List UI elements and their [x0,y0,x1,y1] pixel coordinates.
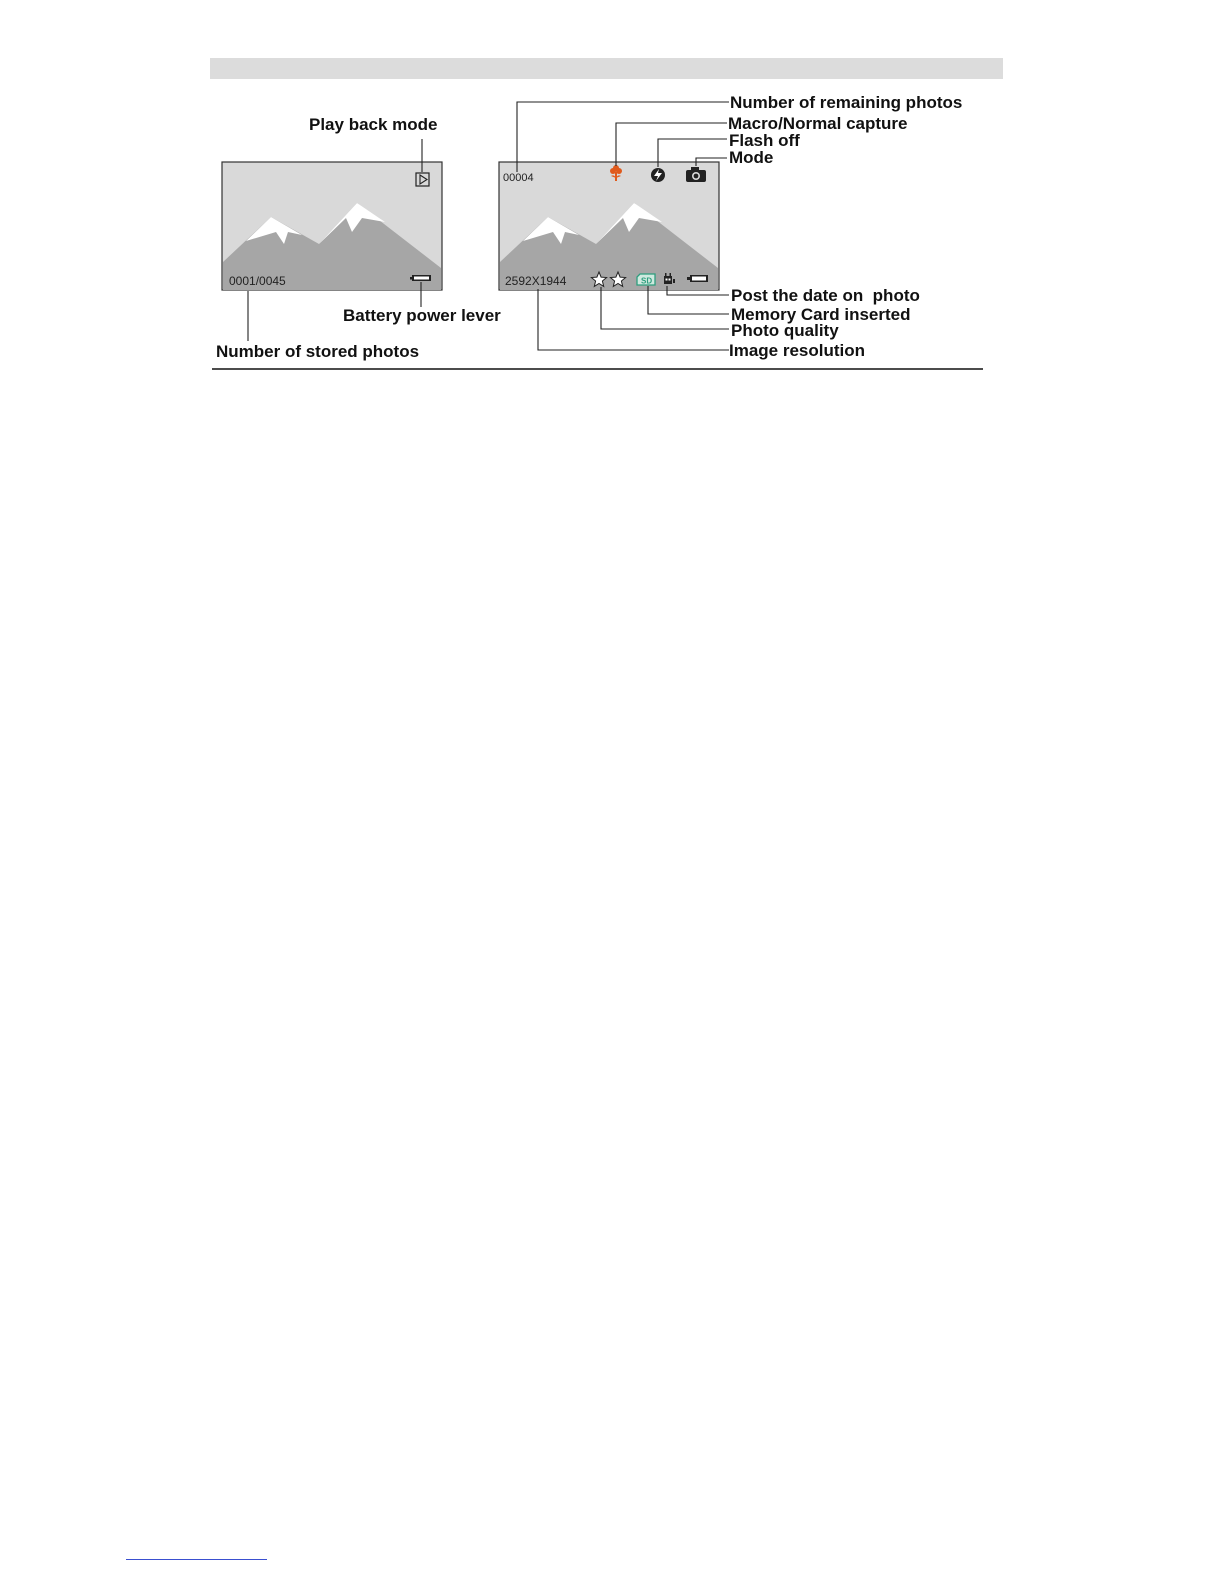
callout-mode: Mode [729,148,774,167]
flash-off-icon [651,168,665,182]
callout-number-of-remaining-photos: Number of remaining photos [730,93,963,112]
playback-screen [222,162,442,290]
callout-battery-power-lever: Battery power lever [343,306,501,325]
callout-flash-off: Flash off [729,131,800,150]
callout-macro-normal-capture: Macro/Normal capture [728,114,908,133]
callout-play-back-mode: Play back mode [309,115,438,134]
svg-text:SD: SD [641,276,653,286]
callout-photo-quality: Photo quality [731,321,839,340]
capture-screen [499,162,719,290]
battery-icon [687,275,708,282]
stored-photos-counter: 0001/0045 [229,274,286,288]
callout-memory-card-inserted: Memory Card inserted [731,305,911,324]
battery-icon [410,275,431,281]
lcd-diagram [0,0,1224,400]
callout-image-resolution: Image resolution [729,341,866,360]
remaining-photos-counter: 00004 [503,172,534,184]
footer-link-underline [126,1559,267,1560]
callout-post-the-date: Post the date on photo [731,286,920,305]
sd-card-icon [637,274,655,286]
callout-number-of-stored-photos: Number of stored photos [216,342,420,361]
resolution-readout: 2592X1944 [505,274,567,288]
